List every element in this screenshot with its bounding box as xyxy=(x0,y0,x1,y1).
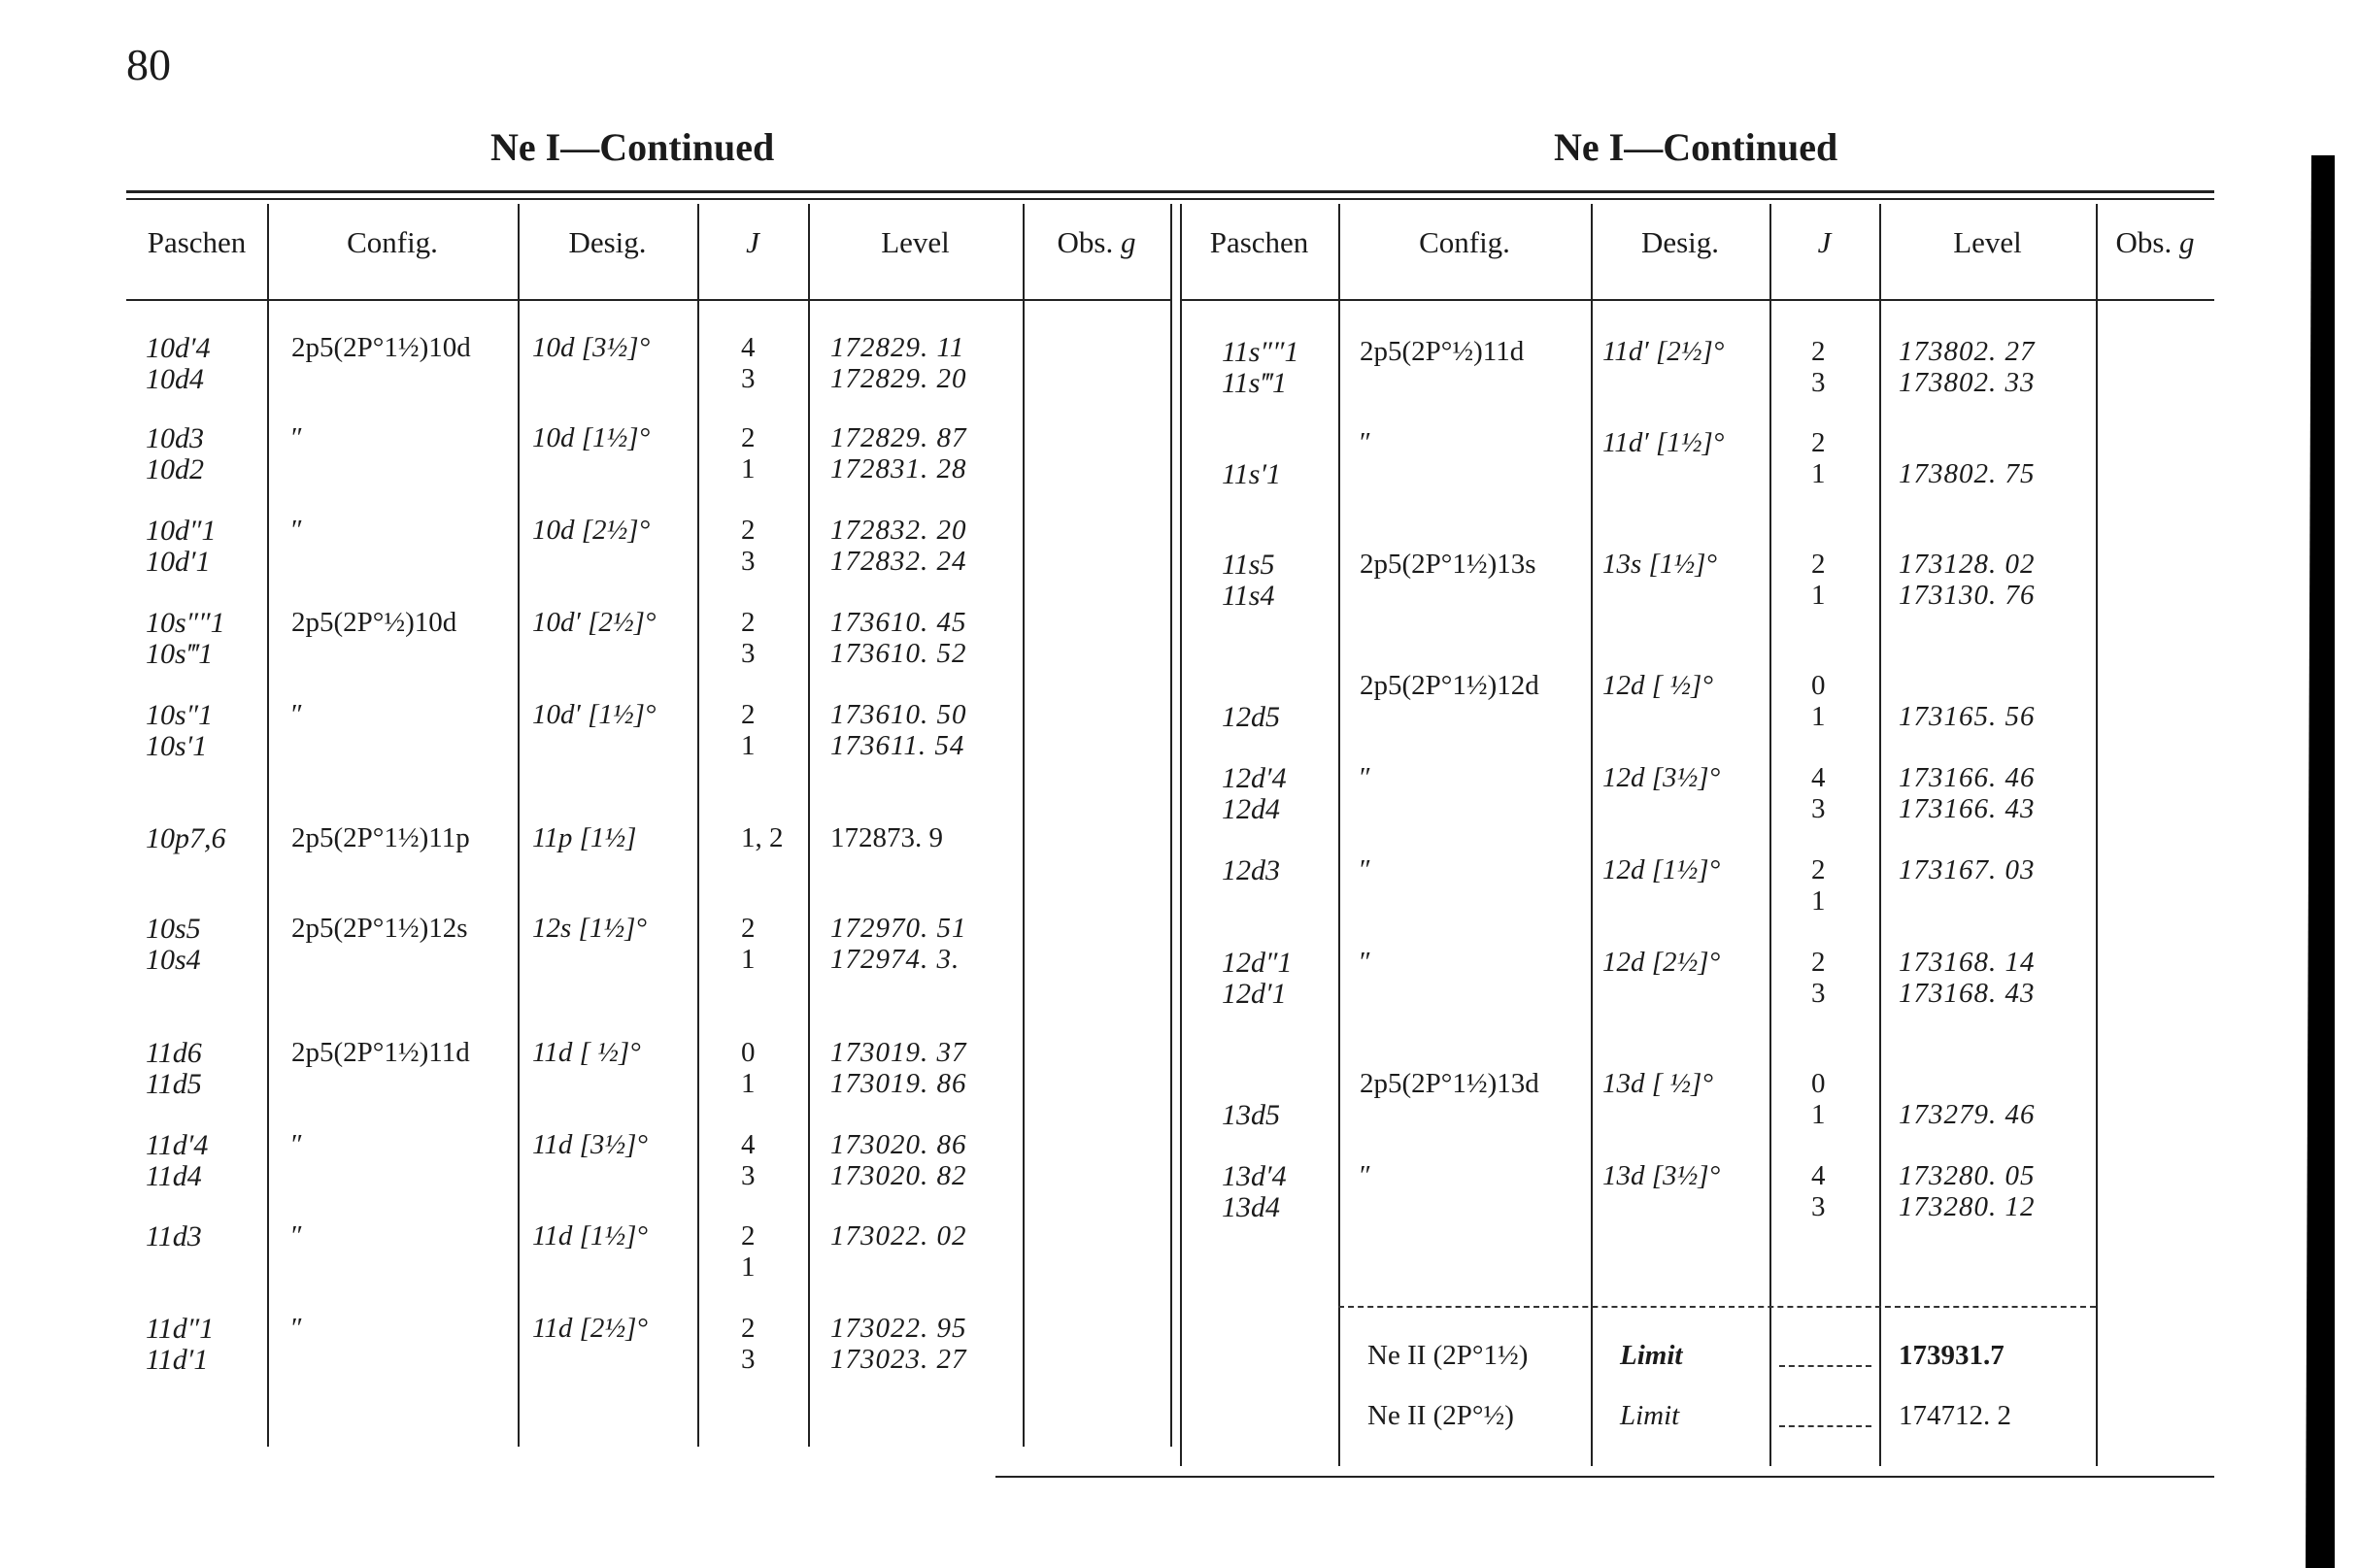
paschen-cell: 12d′1 xyxy=(1222,978,1287,1010)
paschen-cell: 10s4 xyxy=(146,944,201,976)
designation-cell: 10d [2½]° xyxy=(532,515,651,546)
j-cell: 4 xyxy=(1811,762,1826,793)
level-cell: 172829. 11 xyxy=(830,332,965,363)
j-cell: 3 xyxy=(741,1160,756,1191)
column-header: Level xyxy=(1953,225,2022,259)
j-cell: 2 xyxy=(1811,427,1826,458)
j-cell: 2 xyxy=(741,1313,756,1344)
column-header: Paschen xyxy=(1209,225,1309,259)
paschen-cell: 11d3 xyxy=(146,1220,202,1252)
level-cell: 173168. 43 xyxy=(1899,978,2036,1009)
paschen-cell: 11s5 xyxy=(1222,549,1275,581)
config-cell: 2p5(2P°1½)12s xyxy=(291,913,468,944)
paschen-cell: 12d3 xyxy=(1222,854,1280,886)
level-cell: 172873. 9 xyxy=(830,822,943,853)
level-cell: 172970. 51 xyxy=(830,913,967,944)
designation-cell: 11d [1½]° xyxy=(532,1220,649,1251)
j-cell: 3 xyxy=(1811,793,1826,824)
level-cell: 173020. 82 xyxy=(830,1160,967,1191)
column-rule xyxy=(697,204,699,1447)
column-rule xyxy=(1170,204,1172,1447)
paschen-cell: 10p7,6 xyxy=(146,822,226,854)
j-cell: 1 xyxy=(741,730,756,761)
j-cell: 2 xyxy=(1811,336,1826,367)
limit-designation: Limit xyxy=(1620,1340,1683,1371)
column-rule xyxy=(1180,204,1182,1466)
config-cell: 2p5(2P°½)11d xyxy=(1360,336,1525,367)
level-cell: 173610. 52 xyxy=(830,638,967,669)
config-cell: ″ xyxy=(1360,427,1372,458)
paschen-cell: 11d4 xyxy=(146,1160,202,1192)
config-cell: ″ xyxy=(1360,1160,1372,1191)
paschen-cell: 13d′4 xyxy=(1222,1160,1287,1192)
paschen-cell: 11d′1 xyxy=(146,1344,209,1376)
j-cell: 1 xyxy=(1811,885,1826,917)
j-cell: 2 xyxy=(1811,549,1826,580)
level-cell: 173280. 12 xyxy=(1899,1191,2036,1222)
limit-dash xyxy=(1779,1365,1871,1367)
j-cell: 2 xyxy=(1811,947,1826,978)
j-cell: 4 xyxy=(741,1129,756,1160)
j-cell: 3 xyxy=(1811,978,1826,1009)
level-cell: 172832. 24 xyxy=(830,546,967,577)
j-cell: 2 xyxy=(741,699,756,730)
column-header: Config. xyxy=(347,225,438,259)
designation-cell: 10d [3½]° xyxy=(532,332,651,363)
level-cell: 173167. 03 xyxy=(1899,854,2036,885)
paschen-cell: 12d4 xyxy=(1222,793,1280,825)
config-cell: 2p5(2P°1½)12d xyxy=(1360,670,1539,701)
j-cell: 1 xyxy=(741,1068,756,1099)
level-cell: 173023. 27 xyxy=(830,1344,967,1375)
level-cell: 172829. 87 xyxy=(830,422,967,453)
paschen-cell: 10s5 xyxy=(146,913,201,945)
paschen-cell: 13d5 xyxy=(1222,1099,1280,1131)
level-cell: 173020. 86 xyxy=(830,1129,967,1160)
level-cell: 172832. 20 xyxy=(830,515,967,546)
column-rule xyxy=(2096,204,2098,1466)
column-header: Paschen xyxy=(147,225,247,259)
page-number: 80 xyxy=(126,40,171,89)
paschen-cell: 11s4 xyxy=(1222,580,1275,612)
j-cell: 3 xyxy=(1811,367,1826,398)
j-cell: 3 xyxy=(741,1344,756,1375)
level-cell: 173802. 33 xyxy=(1899,367,2036,398)
level-cell: 173165. 56 xyxy=(1899,701,2036,732)
j-cell: 1 xyxy=(1811,1099,1826,1130)
designation-cell: 11d′ [2½]° xyxy=(1602,336,1725,367)
limit-separator xyxy=(1338,1306,2096,1308)
config-cell: 2p5(2P°½)10d xyxy=(291,607,457,638)
paschen-cell: 12d′4 xyxy=(1222,762,1287,794)
paschen-cell: 11s″″1 xyxy=(1222,336,1299,368)
table-title-left: Ne I—Continued xyxy=(490,125,775,169)
designation-cell: 10d′ [2½]° xyxy=(532,607,657,638)
paschen-cell: 11s′1 xyxy=(1222,458,1282,490)
top-rule xyxy=(126,198,2214,200)
designation-cell: 13d [3½]° xyxy=(1602,1160,1721,1191)
j-cell: 1 xyxy=(1811,580,1826,611)
column-rule xyxy=(1591,204,1593,1466)
designation-cell: 12d [2½]° xyxy=(1602,947,1721,978)
paschen-cell: 12d″1 xyxy=(1222,947,1293,979)
level-cell: 173802. 75 xyxy=(1899,458,2036,489)
level-cell: 173019. 37 xyxy=(830,1037,967,1068)
level-cell: 173019. 86 xyxy=(830,1068,967,1099)
level-cell: 173610. 50 xyxy=(830,699,967,730)
paschen-cell: 10d′4 xyxy=(146,332,211,364)
column-header: Level xyxy=(881,225,950,259)
j-cell: 3 xyxy=(741,638,756,669)
paschen-cell: 10s′1 xyxy=(146,730,208,762)
j-cell: 2 xyxy=(741,607,756,638)
column-rule xyxy=(1769,204,1771,1466)
column-header: Config. xyxy=(1419,225,1510,259)
level-cell: 172831. 28 xyxy=(830,453,967,484)
level-cell: 173279. 46 xyxy=(1899,1099,2036,1130)
designation-cell: 11d [2½]° xyxy=(532,1313,649,1344)
config-cell: 2p5(2P°1½)11d xyxy=(291,1037,470,1068)
paschen-cell: 11d5 xyxy=(146,1068,202,1100)
level-cell: 173022. 95 xyxy=(830,1313,967,1344)
column-header: J xyxy=(1817,225,1832,259)
level-cell: 173611. 54 xyxy=(830,730,965,761)
j-cell: 3 xyxy=(741,546,756,577)
config-cell: ″ xyxy=(291,699,304,730)
config-cell: ″ xyxy=(1360,854,1372,885)
level-cell: 173130. 76 xyxy=(1899,580,2036,611)
paschen-cell: 11s‴1 xyxy=(1222,367,1288,399)
paschen-cell: 10s″″1 xyxy=(146,607,225,639)
column-header: Obs. g xyxy=(2115,225,2195,259)
limit-designation: Limit xyxy=(1620,1400,1680,1431)
paschen-cell: 10d2 xyxy=(146,453,204,485)
j-cell: 4 xyxy=(1811,1160,1826,1191)
paschen-cell: 11d″1 xyxy=(146,1313,215,1345)
designation-cell: 13d [ ½]° xyxy=(1602,1068,1713,1099)
paschen-cell: 10d′1 xyxy=(146,546,211,578)
paschen-cell: 10d3 xyxy=(146,422,204,454)
designation-cell: 12d [ ½]° xyxy=(1602,670,1713,701)
column-header: Obs. g xyxy=(1057,225,1136,259)
j-cell: 1 xyxy=(741,1251,756,1283)
config-cell: 2p5(2P°1½)10d xyxy=(291,332,471,363)
bottom-rule xyxy=(995,1476,2214,1478)
designation-cell: 12d [3½]° xyxy=(1602,762,1721,793)
j-cell: 2 xyxy=(1811,854,1826,885)
designation-cell: 13s [1½]° xyxy=(1602,549,1717,580)
paschen-cell: 11d6 xyxy=(146,1037,202,1069)
config-cell: 2p5(2P°1½)13d xyxy=(1360,1068,1539,1099)
config-cell: ″ xyxy=(291,515,304,546)
paschen-cell: 10d4 xyxy=(146,363,204,395)
j-cell: 1 xyxy=(741,453,756,484)
limit-level: 173931.7 xyxy=(1899,1340,2004,1371)
designation-cell: 12d [1½]° xyxy=(1602,854,1721,885)
paschen-cell: 11d′4 xyxy=(146,1129,209,1161)
config-cell: ″ xyxy=(291,1313,304,1344)
j-cell: 4 xyxy=(741,332,756,363)
j-cell: 1, 2 xyxy=(741,822,784,853)
level-cell: 173802. 27 xyxy=(1899,336,2036,367)
column-header: Desig. xyxy=(568,225,647,259)
paschen-cell: 10d″1 xyxy=(146,515,217,547)
limit-level: 174712. 2 xyxy=(1899,1400,2011,1431)
column-header: Desig. xyxy=(1640,225,1720,259)
level-cell: 173022. 02 xyxy=(830,1220,967,1251)
j-cell: 3 xyxy=(741,363,756,394)
config-cell: ″ xyxy=(291,1129,304,1160)
designation-cell: 11d [3½]° xyxy=(532,1129,649,1160)
top-rule xyxy=(126,190,2214,193)
paschen-cell: 10s″1 xyxy=(146,699,214,731)
table-title-right: Ne I—Continued xyxy=(1554,125,1838,169)
limit-config: Ne II (2P°1½) xyxy=(1367,1340,1529,1371)
level-cell: 172829. 20 xyxy=(830,363,967,394)
designation-cell: 11d [ ½]° xyxy=(532,1037,641,1068)
column-rule xyxy=(1023,204,1025,1447)
j-cell: 2 xyxy=(741,913,756,944)
level-cell: 173128. 02 xyxy=(1899,549,2036,580)
level-cell: 173168. 14 xyxy=(1899,947,2036,978)
designation-cell: 10d′ [1½]° xyxy=(532,699,657,730)
column-rule xyxy=(1338,204,1340,1466)
column-rule xyxy=(1879,204,1881,1466)
column-rule xyxy=(267,204,269,1447)
j-cell: 0 xyxy=(1811,670,1826,701)
j-cell: 1 xyxy=(741,944,756,975)
designation-cell: 11d′ [1½]° xyxy=(1602,427,1725,458)
j-cell: 0 xyxy=(741,1037,756,1068)
column-rule xyxy=(808,204,810,1447)
paschen-cell: 13d4 xyxy=(1222,1191,1280,1223)
level-cell: 173166. 46 xyxy=(1899,762,2036,793)
config-cell: 2p5(2P°1½)13s xyxy=(1360,549,1536,580)
config-cell: ″ xyxy=(1360,762,1372,793)
j-cell: 0 xyxy=(1811,1068,1826,1099)
column-rule xyxy=(518,204,520,1447)
header-rule xyxy=(1180,299,2214,301)
j-cell: 3 xyxy=(1811,1191,1826,1222)
j-cell: 2 xyxy=(741,422,756,453)
config-cell: ″ xyxy=(291,422,304,453)
paschen-cell: 12d5 xyxy=(1222,701,1280,733)
j-cell: 1 xyxy=(1811,458,1826,489)
level-cell: 172974. 3. xyxy=(830,944,960,975)
level-cell: 173166. 43 xyxy=(1899,793,2036,824)
level-cell: 173280. 05 xyxy=(1899,1160,2036,1191)
j-cell: 2 xyxy=(741,1220,756,1251)
j-cell: 1 xyxy=(1811,701,1826,732)
designation-cell: 12s [1½]° xyxy=(532,913,647,944)
column-header: J xyxy=(746,225,759,259)
j-cell: 2 xyxy=(741,515,756,546)
limit-config: Ne II (2P°½) xyxy=(1367,1400,1514,1431)
config-cell: ″ xyxy=(1360,947,1372,978)
limit-dash xyxy=(1779,1425,1871,1427)
page-edge-shadow xyxy=(2306,155,2335,1568)
designation-cell: 11p [1½] xyxy=(532,822,637,853)
config-cell: 2p5(2P°1½)11p xyxy=(291,822,470,853)
paschen-cell: 10s‴1 xyxy=(146,638,214,670)
level-cell: 173610. 45 xyxy=(830,607,967,638)
designation-cell: 10d [1½]° xyxy=(532,422,651,453)
config-cell: ″ xyxy=(291,1220,304,1251)
header-rule xyxy=(126,299,1170,301)
